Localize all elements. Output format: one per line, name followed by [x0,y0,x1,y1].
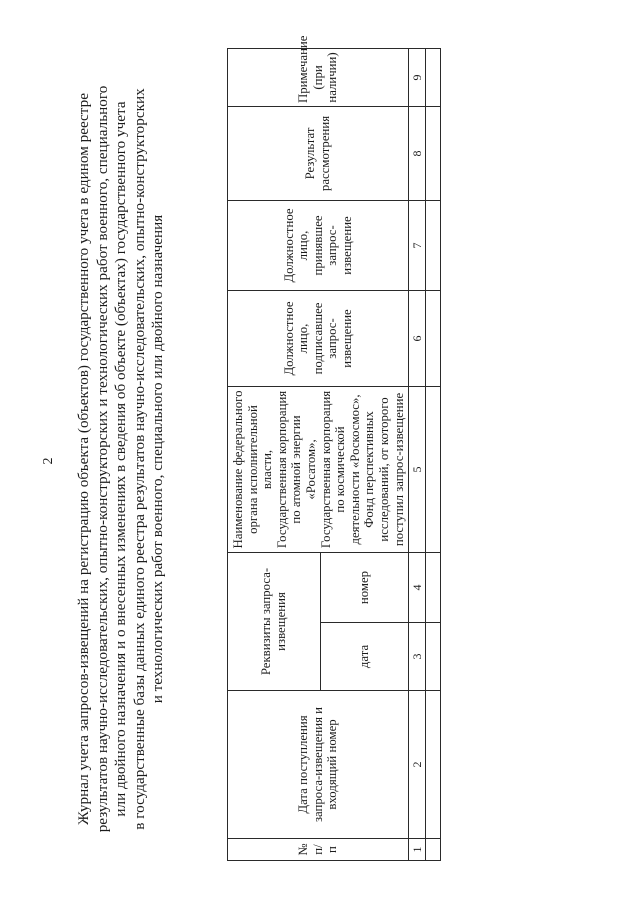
journal-table [227,35,441,861]
header-signed-by: Должностное лицо, подписавшее запрос-извещение [228,290,409,386]
header-number-field: номер [321,552,409,622]
column-number: 2 [409,691,426,839]
column-number: 1 [409,839,426,861]
empty-cell [426,386,441,552]
heading-line: Журнал учета запросов-извещений на регистрацию объекта (объектов) государственного учета в едином реестре [75,93,92,825]
authority-line: Фонд перспективных исследований, от которого поступил запрос-извещение [362,392,406,547]
authority-line: Государственная корпорация по космической деятельности «Роскосмос», [318,390,362,549]
empty-cell [426,290,441,386]
empty-cell [426,623,441,691]
header-receipt-date: Дата поступления запроса-извещения и входящий номер [228,691,409,839]
heading-line: результатов научно-исследовательских, опытно-конструкторских и технологических работ военного, специального [93,85,111,833]
empty-cell [426,200,441,290]
authority-line: Государственная корпорация по атомной энергии «Росатом», [274,390,318,549]
journal-heading [75,29,223,889]
empty-row [426,48,441,860]
column-numbers-row [409,48,426,860]
header-accepted-by: Должностное лицо, принявшее запрос-извещение [228,200,409,290]
heading-line: и технологических работ военного, специального или двойного назначения [149,214,167,704]
heading-line: в государственные базы данных единого реестра результатов научно-исследовательских, опытно-конструкторских [130,88,148,830]
column-number: 4 [409,552,426,622]
rotated-content [75,29,425,889]
header-authority [228,386,409,552]
column-number: 6 [409,290,426,386]
header-row [228,48,321,860]
header-result: Результат рассмотрения [228,106,409,200]
header-note: Примечание (при наличии) [228,48,409,106]
empty-cell [426,48,441,106]
empty-cell [426,839,441,861]
empty-cell [426,691,441,839]
header-date: дата [321,623,409,691]
column-number: 8 [409,106,426,200]
column-number: 9 [409,48,426,106]
empty-cell [426,552,441,622]
column-number: 3 [409,623,426,691]
page-number: 2 [41,457,56,465]
column-number: 7 [409,200,426,290]
heading-line: или двойного назначения и о внесенных изменениях в сведения об объекте (объектах) государственного учета [112,101,130,817]
header-request-details: Реквизиты запроса-извещения [228,552,321,690]
authority-line: Наименование федерального органа исполнительной власти, [231,390,275,549]
empty-cell [426,106,441,200]
column-number: 5 [409,386,426,552]
header-number: № п/п [228,839,409,861]
